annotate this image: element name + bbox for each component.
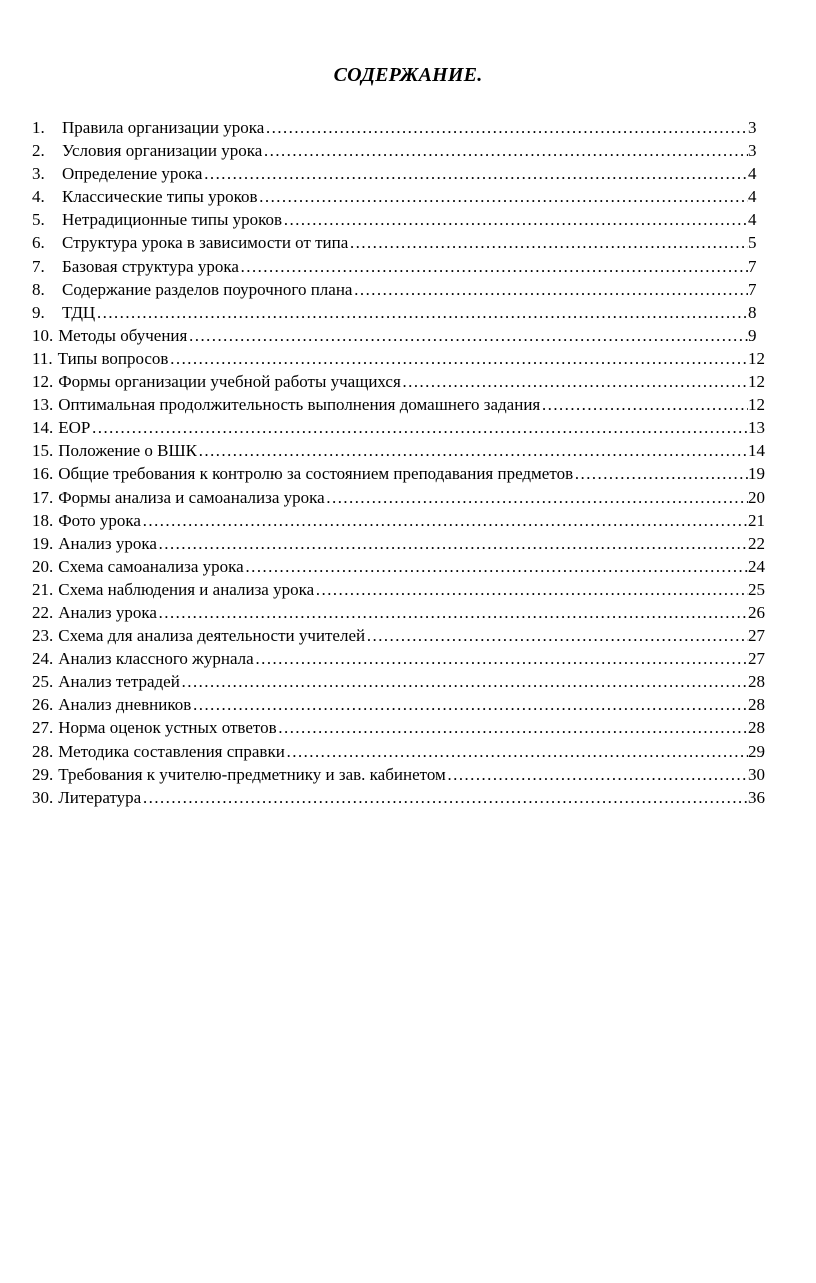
toc-entry-number: 25. <box>32 672 54 692</box>
toc-entry-page-number: 13 <box>748 418 765 438</box>
toc-entry <box>32 347 772 370</box>
toc-entry-title: Условия организации урока <box>62 141 263 161</box>
toc-entry <box>32 647 772 670</box>
toc-dot-leader <box>348 231 748 254</box>
toc-entry <box>32 509 772 532</box>
toc-entry <box>32 624 772 647</box>
toc-entry-title: Методы обучения <box>58 325 188 345</box>
toc-dot-leader <box>352 278 748 301</box>
toc-dot-leader <box>446 763 748 786</box>
toc-dot-leader <box>285 740 748 763</box>
toc-entry-number: 6. <box>32 233 45 253</box>
toc-entry-number: 7. <box>32 256 45 276</box>
toc-entry-title: Содержание разделов поурочного плана <box>62 279 353 299</box>
toc-entry-number: 14. <box>32 418 54 438</box>
toc-entry-page-number: 27 <box>748 649 765 669</box>
toc-entry-number: 28. <box>32 741 54 761</box>
toc-dot-leader <box>141 509 748 532</box>
toc-dot-leader <box>277 716 748 739</box>
toc-entry <box>32 601 772 624</box>
toc-entry-title: Структура урока в зависимости от типа <box>62 233 349 253</box>
toc-dot-leader <box>262 139 748 162</box>
toc-entry <box>32 693 772 716</box>
toc-entry-number: 8. <box>32 279 45 299</box>
toc-entry-page-number: 12 <box>748 348 765 368</box>
toc-dot-leader <box>573 462 748 485</box>
toc-dot-leader <box>90 416 748 439</box>
toc-entry-number: 26. <box>32 695 54 715</box>
toc-dot-leader <box>202 162 748 185</box>
toc-entry <box>32 116 772 139</box>
toc-entry <box>32 301 772 324</box>
toc-entry-title: Положение о ВШК <box>58 441 197 461</box>
toc-entry-number: 16. <box>32 464 54 484</box>
toc-entry-title: Схема наблюдения и анализа урока <box>58 579 315 599</box>
toc-entry-number: 9. <box>32 302 45 322</box>
toc-entry-number: 2. <box>32 141 45 161</box>
toc-entry-page-number: 12 <box>748 395 765 415</box>
toc-dot-leader <box>244 555 748 578</box>
toc-dot-leader <box>239 255 748 278</box>
toc-dot-leader <box>187 324 748 347</box>
toc-entry <box>32 208 772 231</box>
toc-entry-title: Анализ урока <box>58 533 157 553</box>
toc-entry-page-number: 24 <box>748 556 765 576</box>
toc-dot-leader <box>157 601 748 624</box>
toc-entry <box>32 416 772 439</box>
toc-entry-page-number: 4 <box>748 187 757 207</box>
toc-entry-page-number: 7 <box>748 279 757 299</box>
toc-entry-page-number: 20 <box>748 487 765 507</box>
toc-entry-page-number: 22 <box>748 533 765 553</box>
toc-dot-leader <box>264 116 748 139</box>
toc-entry-title: Норма оценок устных ответов <box>58 718 277 738</box>
toc-entry-number: 23. <box>32 626 54 646</box>
toc-entry <box>32 139 772 162</box>
toc-entry-title: Анализ урока <box>58 602 157 622</box>
toc-entry-number: 18. <box>32 510 54 530</box>
toc-entry-title: Базовая структура урока <box>62 256 239 276</box>
toc-entry <box>32 162 772 185</box>
toc-entry-number: 20. <box>32 556 54 576</box>
toc-dot-leader <box>180 670 748 693</box>
toc-entry-number: 29. <box>32 764 54 784</box>
toc-entry-number: 30. <box>32 787 54 807</box>
toc-entry-number: 12. <box>32 372 54 392</box>
toc-dot-leader <box>95 301 748 324</box>
toc-entry <box>32 763 772 786</box>
toc-entry-number: 15. <box>32 441 54 461</box>
toc-entry-title: Общие требования к контролю за состоянием преподавания предметов <box>58 464 574 484</box>
page-title: СОДЕРЖАНИЕ. <box>333 64 483 86</box>
toc-entry <box>32 532 772 555</box>
toc-entry-title: Анализ дневников <box>58 695 192 715</box>
toc-entry-page-number: 28 <box>748 695 765 715</box>
toc-entry-page-number: 3 <box>748 118 757 137</box>
toc-entry-page-number: 4 <box>748 210 757 230</box>
toc-entry <box>32 393 772 416</box>
toc-entry-page-number: 19 <box>748 464 765 484</box>
toc-entry-number: 27. <box>32 718 54 738</box>
toc-dot-leader <box>540 393 748 416</box>
table-of-contents <box>32 116 772 809</box>
toc-dot-leader <box>191 693 748 716</box>
toc-entry-number: 1. <box>32 118 45 137</box>
toc-entry-page-number: 28 <box>748 718 765 738</box>
toc-entry-title: ЕОР <box>58 418 91 438</box>
toc-entry <box>32 740 772 763</box>
toc-entry <box>32 370 772 393</box>
toc-entry-page-number: 4 <box>748 164 757 184</box>
toc-entry-number: 13. <box>32 395 54 415</box>
toc-entry-title: Схема самоанализа урока <box>58 556 244 576</box>
toc-entry-title: Схема для анализа деятельности учителей <box>58 626 366 646</box>
toc-entry-page-number: 5 <box>748 233 757 253</box>
toc-entry <box>32 255 772 278</box>
toc-entry-page-number: 21 <box>748 510 765 530</box>
toc-entry-title: Оптимальная продолжительность выполнения домашнего задания <box>58 395 541 415</box>
toc-entry-title: Правила организации урока <box>62 118 265 137</box>
toc-entry-page-number: 3 <box>748 141 757 161</box>
toc-entry <box>32 439 772 462</box>
toc-entry-number: 24. <box>32 649 54 669</box>
toc-entry <box>32 555 772 578</box>
toc-entry-page-number: 29 <box>748 741 765 761</box>
toc-entry-number: 5. <box>32 210 45 230</box>
toc-entry-title: Методика составления справки <box>58 741 285 761</box>
toc-entry-title: ТДЦ <box>62 302 96 322</box>
toc-entry-page-number: 36 <box>748 787 765 807</box>
toc-entry <box>32 486 772 509</box>
toc-entry <box>32 716 772 739</box>
toc-entry <box>32 324 772 347</box>
toc-dot-leader <box>254 647 748 670</box>
toc-dot-leader <box>365 624 748 647</box>
toc-entry-title: Анализ классного журнала <box>58 649 254 669</box>
toc-dot-leader <box>157 532 748 555</box>
toc-entry-title: Анализ тетрадей <box>58 672 180 692</box>
toc-entry-title: Классические типы уроков <box>62 187 258 207</box>
toc-entry-number: 17. <box>32 487 54 507</box>
toc-entry-page-number: 30 <box>748 764 765 784</box>
toc-entry-number: 10. <box>32 325 54 345</box>
toc-dot-leader <box>197 439 748 462</box>
toc-entry <box>32 578 772 601</box>
toc-entry-number: 19. <box>32 533 54 553</box>
toc-entry-number: 21. <box>32 579 54 599</box>
toc-entry-title: Требования к учителю-предметнику и зав. кабинетом <box>58 764 446 784</box>
toc-entry-page-number: 12 <box>748 372 765 392</box>
toc-entry-page-number: 8 <box>748 302 757 322</box>
toc-entry-page-number: 27 <box>748 626 765 646</box>
toc-entry-page-number: 25 <box>748 579 765 599</box>
toc-entry <box>32 278 772 301</box>
toc-entry-title: Типы вопросов <box>57 348 169 368</box>
toc-entry <box>32 670 772 693</box>
toc-entry-number: 4. <box>32 187 45 207</box>
toc-entry <box>32 786 772 809</box>
toc-dot-leader <box>141 786 748 809</box>
toc-dot-leader <box>258 185 749 208</box>
toc-dot-leader <box>168 347 748 370</box>
toc-entry-page-number: 14 <box>748 441 765 461</box>
toc-entry-title: Нетрадиционные типы уроков <box>62 210 283 230</box>
toc-dot-leader <box>314 578 748 601</box>
toc-entry-title: Определение урока <box>62 164 203 184</box>
toc-entry-title: Литература <box>58 787 142 807</box>
toc-entry-title: Формы анализа и самоанализа урока <box>58 487 325 507</box>
toc-entry-page-number: 28 <box>748 672 765 692</box>
toc-entry-page-number: 9 <box>748 325 757 345</box>
toc-dot-leader <box>282 208 748 231</box>
toc-entry <box>32 462 772 485</box>
toc-entry-title: Фото урока <box>58 510 141 530</box>
toc-entry-page-number: 7 <box>748 256 757 276</box>
toc-entry-page-number: 26 <box>748 602 765 622</box>
toc-entry <box>32 231 772 254</box>
toc-entry-number: 11. <box>32 348 53 368</box>
toc-entry <box>32 185 772 208</box>
toc-entry-number: 3. <box>32 164 45 184</box>
toc-entry-number: 22. <box>32 602 54 622</box>
toc-dot-leader <box>325 486 748 509</box>
toc-dot-leader <box>401 370 748 393</box>
toc-entry-title: Формы организации учебной работы учащихся <box>58 372 401 392</box>
